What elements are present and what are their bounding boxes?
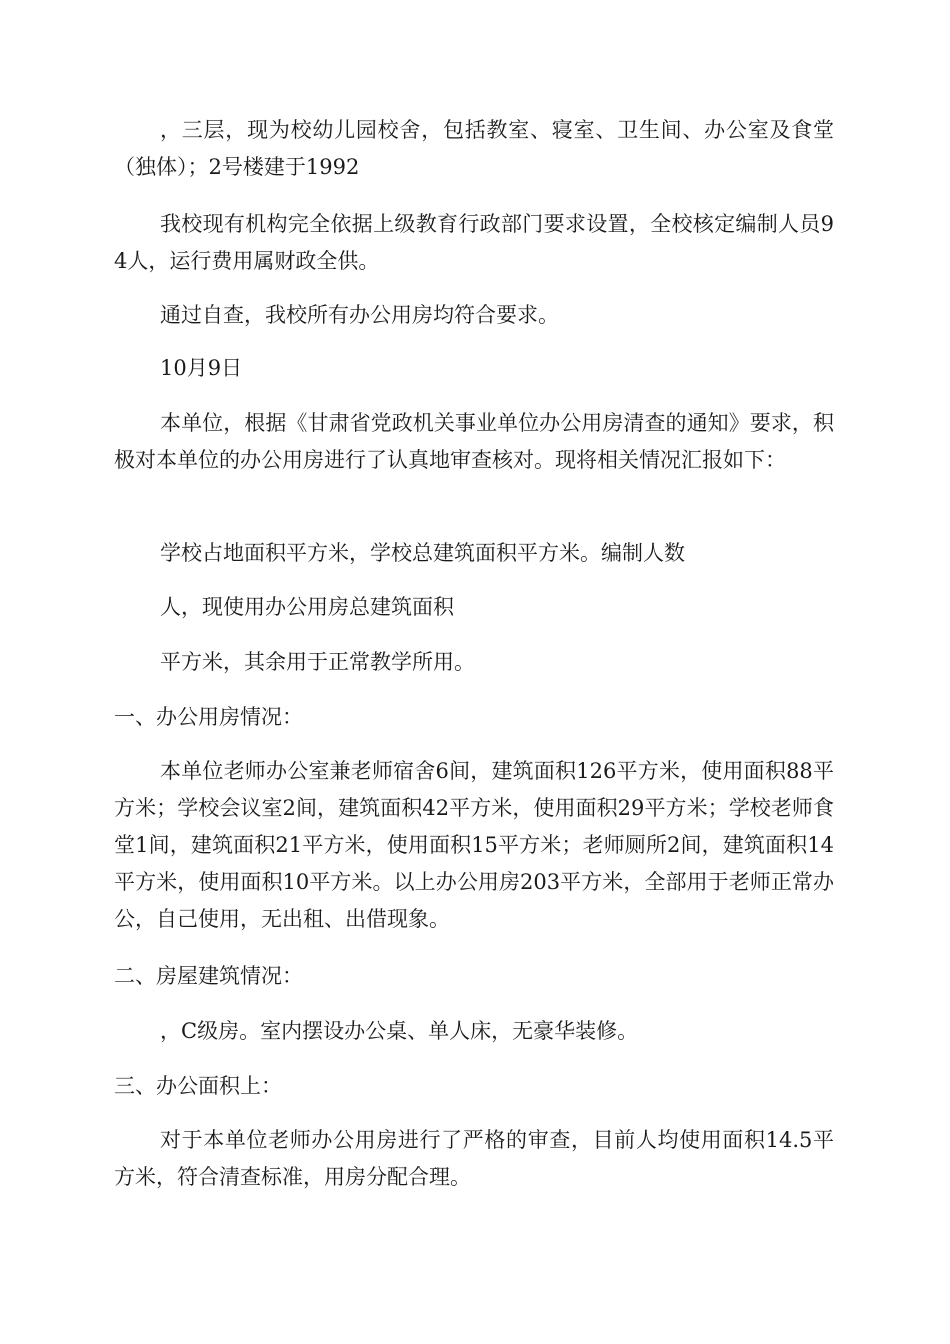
paragraph-staffing: 我校现有机构完全依据上级教育行政部门要求设置，全校核定编制人员94人，运行费用属财政全供。 bbox=[114, 212, 834, 273]
paragraph-remaining-area: 平方米，其余用于正常教学所用。 bbox=[160, 650, 475, 674]
paragraph-report-intro: 本单位，根据《甘肃省党政机关事业单位办公用房清查的通知》要求，积极对本单位的办公用房进行了认真地审查核对。现将相关情况汇报如下： bbox=[114, 411, 834, 472]
section-heading-office-rooms: 一、办公用房情况： bbox=[114, 705, 303, 729]
paragraph-building-detail: ，C级房。室内摆设办公桌、单人床，无豪华装修。 bbox=[160, 1019, 639, 1043]
section-heading-building: 二、房屋建筑情况： bbox=[114, 964, 303, 988]
section-heading-office-area: 三、办公面积上： bbox=[114, 1074, 282, 1098]
paragraph-self-check-result: 通过自查，我校所有办公用房均符合要求。 bbox=[160, 303, 559, 327]
paragraph-office-area-detail: 对于本单位老师办公用房进行了严格的审查，目前人均使用面积14.5平方米，符合清查标准，用房分配合理。 bbox=[114, 1128, 834, 1189]
paragraph-building-description: ，三层，现为校幼儿园校舍，包括教室、寝室、卫生间、办公室及食堂（独体）；2号楼建于1992 bbox=[114, 118, 834, 179]
paragraph-office-area: 人，现使用办公用房总建筑面积 bbox=[160, 595, 454, 619]
paragraph-land-area: 学校占地面积平方米，学校总建筑面积平方米。编制人数 bbox=[160, 541, 685, 565]
paragraph-date: 10月9日 bbox=[160, 356, 243, 380]
paragraph-office-rooms-detail: 本单位老师办公室兼老师宿舍6间，建筑面积126平方米，使用面积88平方米；学校会议室2间，建筑面积42平方米，使用面积29平方米；学校老师食堂1间，建筑面积21平方米，使用面积15平方米；老师厕所2间，建筑面积14平方米，使用面积10平方米。以上办公用房203平方米，全部用于老师正常办公，自己使用，无出租、出借现象。 bbox=[114, 759, 834, 931]
